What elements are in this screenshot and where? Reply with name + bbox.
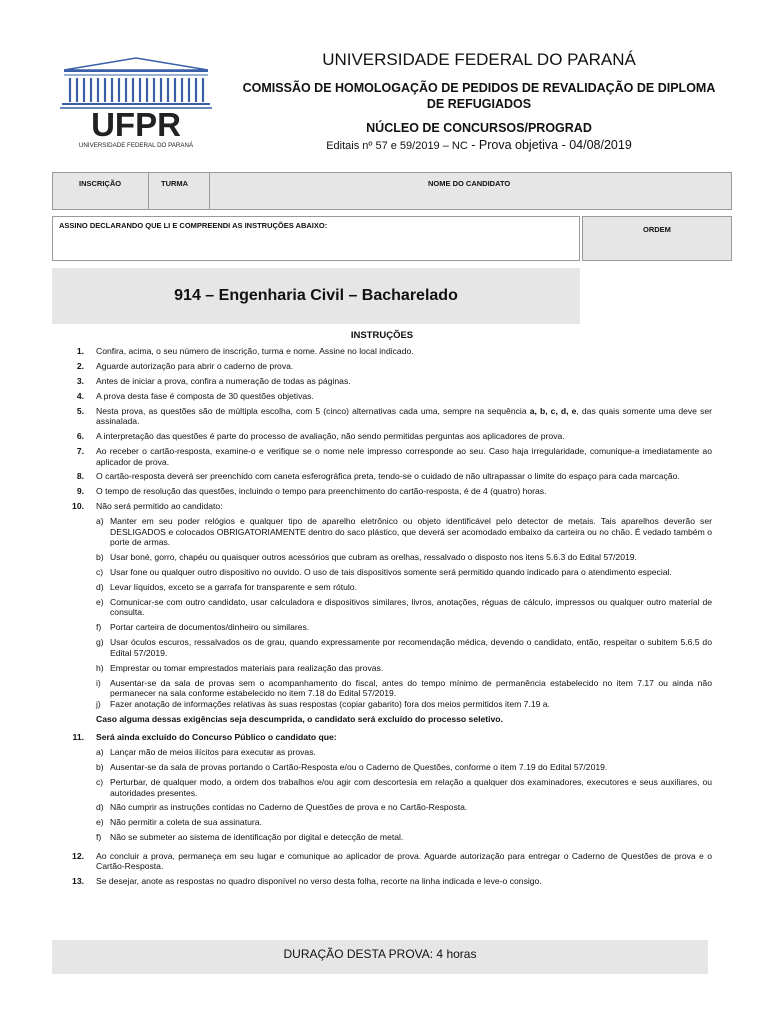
instruction-1: 1. Confira, acima, o seu número de inscrição, turma e nome. Assine no local indicado. xyxy=(76,346,414,356)
turma-field[interactable] xyxy=(149,173,210,209)
instruction-9: 9. O tempo de resolução das questões, incluindo o tempo para preenchimento do cartão-resposta, é de 4 (quatro) horas. xyxy=(76,486,547,497)
instruction-10b: b) Usar boné, gorro, chapéu ou quaisquer outros acessórios que cubram as orelhas, ressalvado o disposto nos itens 5.6.3 do Edital 57/2019. xyxy=(96,552,637,563)
instruction-10f: f) Portar carteira de documentos/dinheiro ou similares. xyxy=(96,622,310,633)
nome-label: NOME DO CANDIDATO xyxy=(428,179,511,188)
inscricao-label: INSCRIÇÃO xyxy=(79,179,122,188)
svg-text:UFPR: UFPR xyxy=(91,106,181,143)
building-icon xyxy=(60,56,212,150)
instruction-10-note: Caso alguma dessas exigências seja descumprida, o candidato será excluído do processo seletivo. xyxy=(96,713,503,724)
instruction-11c: c) Perturbar, de qualquer modo, a ordem dos trabalhos e/ou agir com descortesia em relação a qualquer dos examinadores, executores e seus auxiliares, ou autoridades presentes. xyxy=(96,776,712,798)
instruction-11e: e) Não permitir a coleta de sua assinatura. xyxy=(96,817,262,828)
instructions-list xyxy=(52,346,712,891)
instruction-6: 6. A interpretação das questões é parte do processo de avaliação, não sendo permitidas perguntas aos aplicadores de prova. xyxy=(76,431,565,442)
instruction-11d: d) Não cumprir as instruções contidas no Caderno de Questões de prova e no Cartão-Resposta. xyxy=(96,802,468,813)
instruction-5: 5. Nesta prova, as questões são de múltipla escolha, com 5 (cinco) alternativas cada uma, sempre na sequência a, b, c, d, e, das quais somente uma deve ser assinalada. xyxy=(76,405,712,427)
instruction-10h: h) Emprestar ou tomar emprestados materiais para realização das provas. xyxy=(96,662,384,673)
instruction-10i: i) Ausentar-se da sala de provas sem o acompanhamento do fiscal, antes do tempo mínimo de permanência estabelecido no item 7.17 ou ainda não permanecer na sala conforme estabelecido no item 7.18 do Edital 57/2019. xyxy=(96,677,712,699)
instruction-11: 11. Será ainda excluído do Concurso Público o candidato que: xyxy=(72,732,337,743)
inscricao-field[interactable] xyxy=(53,173,149,209)
instruction-10d: d) Levar líquidos, exceto se a garrafa for transparente e sem rótulo. xyxy=(96,581,357,592)
svg-text:UNIVERSIDADE FEDERAL DO PARANÁ: UNIVERSIDADE FEDERAL DO PARANÁ xyxy=(78,142,194,149)
instruction-3: 3. Antes de iniciar a prova, confira a numeração de todas as páginas. xyxy=(76,375,351,386)
course-title: 914 – Engenharia Civil – Bacharelado xyxy=(52,268,580,324)
instruction-12: 12. Ao concluir a prova, permaneça em seu lugar e comunique ao aplicador de prova. Aguarde autorização para entregar o Caderno de Questões de prova e o Cartão-Resposta. xyxy=(72,850,712,872)
instructions-heading: INSTRUÇÕES xyxy=(350,330,414,341)
nucleo-title: NÚCLEO DE CONCURSOS/PROGRAD xyxy=(366,121,592,135)
candidate-info-box xyxy=(52,172,732,210)
exam-duration: DURAÇÃO DESTA PROVA: 4 horas xyxy=(52,940,708,974)
instruction-10e: e) Comunicar-se com outro candidato, usar calculadora e dispositivos similares, livros, anotações, réguas de cálculo, impressos ou qualquer outro material de consulta. xyxy=(96,596,712,618)
commission-title: COMISSÃO DE HOMOLOGAÇÃO DE PEDIDOS DE REVALIDAÇÃO DE DIPLOMA DE REFUGIADOS xyxy=(242,81,716,111)
turma-label: TURMA xyxy=(161,179,189,188)
instruction-13: 13. Se desejar, anote as respostas no quadro disponível no verso desta folha, recorte na linha indicada e leve-o consigo. xyxy=(72,876,542,887)
ordem-label: ORDEM xyxy=(643,225,671,234)
ordem-field xyxy=(582,216,732,261)
instruction-10c: c) Usar fone ou qualquer outro dispositivo no ouvido. O uso de tais dispositivos somente será permitido quando indicado para o atendimento especial. xyxy=(96,567,672,578)
instruction-2: 2. Aguarde autorização para abrir o caderno de prova. xyxy=(76,360,294,371)
signature-field[interactable] xyxy=(52,216,580,261)
instruction-11f: f) Não se submeter ao sistema de identificação por digital e detecção de metal. xyxy=(96,832,404,843)
signature-label: ASSINO DECLARANDO QUE LI E COMPREENDI AS INSTRUÇÕES ABAIXO: xyxy=(59,221,328,230)
instruction-10j: j) Fazer anotação de informações relativas às suas respostas (copiar gabarito) fora dos meios permitidos item 7.19 a. xyxy=(96,698,550,709)
instruction-11a: a) Lançar mão de meios ilícitos para executar as provas. xyxy=(96,747,316,758)
instruction-10: 10. Não será permitido ao candidato: xyxy=(72,501,223,512)
instruction-11b: b) Ausentar-se da sala de provas portando o Cartão-Resposta e/ou o Caderno de Questões, conforme o item 7.19 do Edital 57/2019. xyxy=(96,762,608,773)
instruction-4: 4. A prova desta fase é composta de 30 questões objetivas. xyxy=(76,390,314,401)
editais-line xyxy=(250,138,708,152)
instruction-8: 8. O cartão-resposta deverá ser preenchido com caneta esferográfica preta, tendo-se o cuidado de não ultrapassar o limite do espaço para cada marcação. xyxy=(76,471,680,482)
instruction-10a: a) Manter em seu poder relógios e qualquer tipo de aparelho eletrônico ou objeto identificável pelo detector de metais. Tais aparelhos deverão ser DESLIGADOS e colocados OBRIGATORIAMENTE dentro do saco plástico, que deverá ser acomodado embaixo da carteira ou no chão. É vedado também o porte de armas. xyxy=(96,516,712,548)
prova-date: - Prova objetiva - 04/08/2019 xyxy=(467,138,632,152)
instruction-10g: g) Usar óculos escuros, ressalvados os de grau, quando expressamente por recomendação médica, devendo o candidato, então, respeitar o subitem 5.6.5 do Edital 57/2019. xyxy=(96,637,712,658)
instruction-7: 7. Ao receber o cartão-resposta, examine-o e verifique se o nome nele impresso corresponde ao seu. Caso haja irregularidade, comunique-a imediatamente ao aplicador de prova. xyxy=(76,445,712,467)
university-title: UNIVERSIDADE FEDERAL DO PARANÁ xyxy=(322,50,636,69)
nome-field[interactable] xyxy=(210,173,731,209)
ufpr-logo xyxy=(60,56,212,150)
editais-text: Editais nº 57 e 59/2019 – NC xyxy=(326,140,468,152)
